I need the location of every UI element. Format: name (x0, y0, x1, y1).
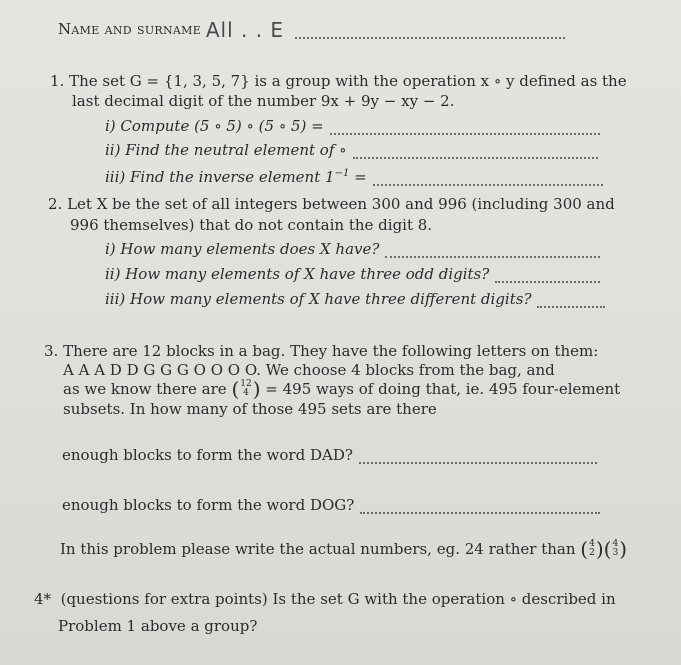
q3-text-c-pre: as we know there are (63, 380, 227, 398)
q2-part-iii-text: iii) How many elements of X have three different digits? (105, 290, 532, 308)
q2-part-i-text: i) How many elements does X have? (105, 240, 380, 258)
q4-text-a: (questions for extra points) Is the set G with the operation ∘ described in (60, 590, 616, 608)
q3-note (60, 537, 627, 561)
q3-number: 3. (44, 342, 59, 360)
handwritten-name: All . . E (205, 18, 285, 42)
q1-part-iii-blank (373, 172, 603, 186)
binom-bottom: 2 (589, 548, 595, 558)
q1-text-b: last decimal digit of the number 9x + 9y − xy − 2. (72, 92, 455, 110)
binom-bottom: 4 (243, 388, 249, 398)
q2-part-iii-blank (537, 294, 605, 308)
binomial-4-3: ( 4 3 ) (603, 537, 628, 561)
q3-dad (62, 446, 597, 464)
q1-part-iii (105, 165, 603, 186)
q1-part-ii-blank (353, 145, 598, 159)
q1-part-i-text: i) Compute (5 ∘ 5) ∘ (5 ∘ 5) = (105, 117, 324, 135)
q3-text-d: subsets. In how many of those 495 sets are there (63, 400, 437, 418)
q2-part-ii-blank (495, 269, 600, 283)
q1-part-iii-text: iii) Find the inverse element 1 (105, 168, 335, 186)
q3-note-text: In this problem please write the actual numbers, eg. 24 rather than (60, 540, 576, 558)
binom-top: 4 (589, 539, 595, 549)
q2-part-i (105, 240, 600, 258)
q1-part-iii-equals: = (349, 168, 367, 186)
q3-dog-blank (360, 500, 600, 514)
q3-dad-text: enough blocks to form the word DAD? (62, 446, 353, 464)
q1-line-a (50, 72, 627, 90)
q4-text-b: Problem 1 above a group? (58, 617, 258, 635)
q2-number: 2. (48, 195, 63, 213)
q3-line-a (44, 342, 598, 360)
name-blank (295, 25, 565, 39)
q3-dad-blank (359, 450, 597, 464)
q1-part-i (105, 117, 600, 135)
binomial-4-2: ( 4 2 ) (580, 537, 604, 561)
q2-text-b: 996 themselves) that do not contain the digit 8. (70, 216, 433, 234)
q4-number: 4* (34, 590, 52, 608)
name-label: Name and surname (58, 20, 202, 38)
q3-text-c-post: = 495 ways of doing that, ie. 495 four-element (265, 380, 621, 398)
q1-number: 1. (50, 72, 65, 90)
q2-part-ii (105, 265, 600, 283)
q1-text-a: The set G = {1, 3, 5, 7} is a group with the operation x ∘ y defined as the (69, 72, 627, 90)
binom-bottom: 3 (612, 548, 619, 558)
q2-part-i-blank (385, 244, 600, 258)
q3-text-a: There are 12 blocks in a bag. They have the following letters on them: (63, 342, 599, 360)
binom-top: 12 (240, 379, 252, 389)
q2-line-a (48, 195, 615, 213)
q3-dog-text: enough blocks to form the word DOG? (62, 496, 355, 514)
q1-part-ii-text: ii) Find the neutral element of ∘ (105, 141, 347, 159)
q3-line-c (63, 378, 620, 400)
q2-text-a: Let X be the set of all integers between 300 and 996 (including 300 and (67, 195, 615, 213)
name-field (58, 18, 565, 42)
binom-top: 4 (612, 539, 619, 549)
q2-part-iii (105, 290, 605, 308)
q3-dog (62, 496, 600, 514)
q2-part-ii-text: ii) How many elements of X have three odd digits? (105, 265, 490, 283)
q1-part-ii (105, 141, 598, 159)
binomial-12-4: ( 12 4 ) (231, 377, 261, 401)
q4-line-a (34, 590, 616, 608)
q3-text-b: A A A D D G G G O O O O. We choose 4 blocks from the bag, and (63, 361, 555, 379)
q1-part-iii-exponent: −1 (334, 168, 350, 179)
q1-part-i-blank (330, 121, 600, 135)
